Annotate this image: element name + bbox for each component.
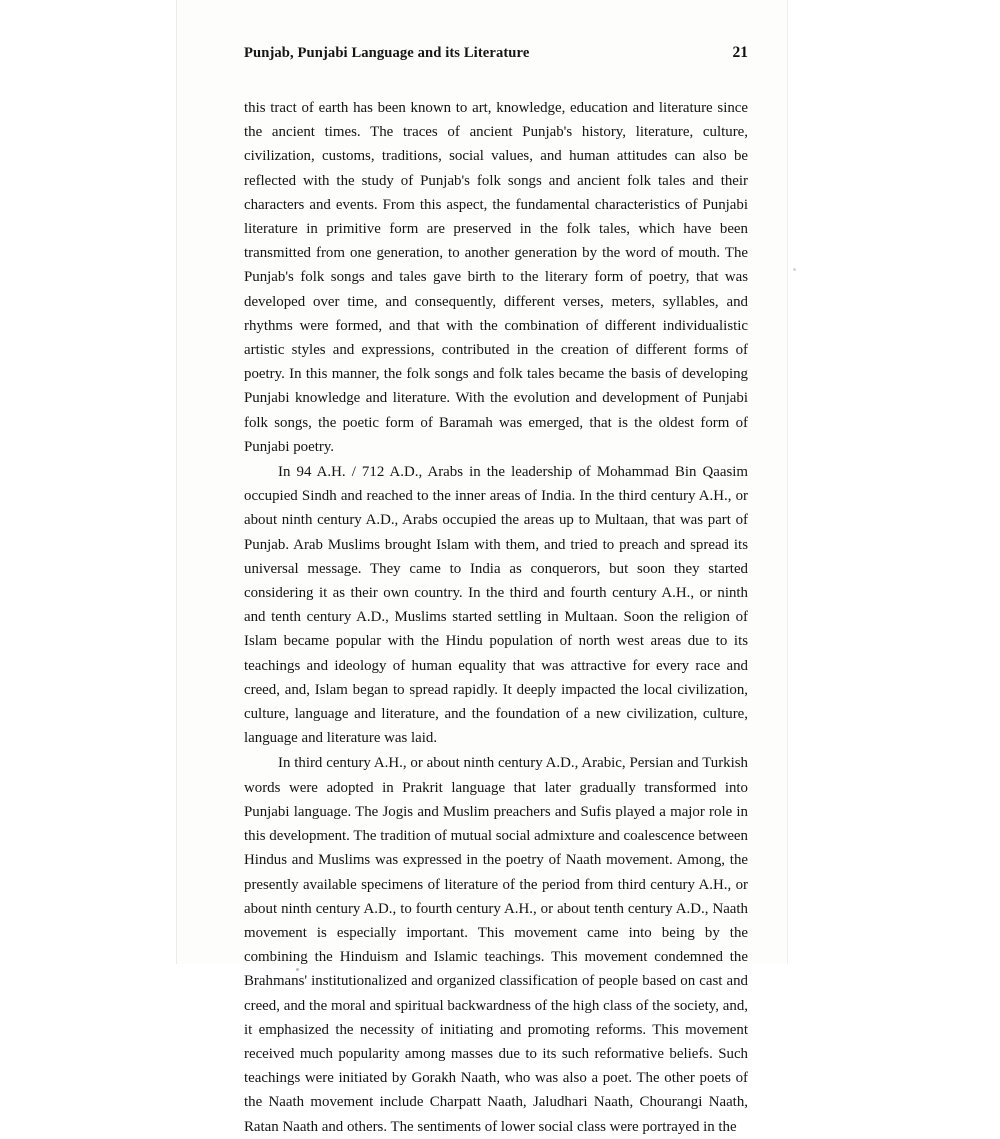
- page-left-margin: [0, 0, 177, 1000]
- scan-artifact-dot: [793, 268, 796, 271]
- page-content: [244, 44, 748, 1139]
- page-right-margin: [787, 0, 1000, 1000]
- body-paragraph-3: In third century A.H., or about ninth century A.D., Arabic, Persian and Turkish words were adopted in Prakrit language that later gradually transformed into Punjabi language. The Jogis and Muslim preachers and Sufis played a major role in this development. The tradition of mutual social admixture and coalescence between Hindus and Muslims was expressed in the poetry of Naath movement. Among, the presently available specimens of literature of the period from third century A.H., or about ninth century A.D., to fourth century A.H., or about tenth century A.D., Naath movement is especially important. This movement came into being by the combining the Hinduism and Islamic teachings. This movement condemned the Brahmans' institutionalized and organized classification of people based on cast and creed, and the moral and spiritual backwardness of the high class of the society, and, it emphasized the necessity of initiating and promoting reforms. This movement received much popularity among masses due to its such reformative beliefs. Such teachings were initiated by Gorakh Naath, who was also a poet. The other poets of the Naath movement include Charpatt Naath, Jaludhari Naath, Chourangi Naath, Ratan Naath and others. The sentiments of lower social class were portrayed in the: [244, 755, 748, 1135]
- running-head: [244, 44, 748, 62]
- running-head-title: Punjab, Punjabi Language and its Literature: [244, 45, 530, 61]
- body-paragraph-2: In 94 A.H. / 712 A.D., Arabs in the leadership of Mohammad Bin Qaasim occupied Sindh and reached to the inner areas of India. In the third century A.H., or about ninth century A.D., Arabs occupied the areas up to Multaan, that was part of Punjab. Arab Muslims brought Islam with them, and tried to preach and spread its universal message. They came to India as conquerors, but soon they started considering it as their own country. In the third and fourth century A.H., or ninth and tenth century A.D., Muslims started settling in Multaan. Soon the religion of Islam became popular with the Hindu population of north west areas due to its teachings and ideology of human equality that was attractive for every race and creed, and, Islam began to spread rapidly. It deeply impacted the local civilization, culture, language and literature, and the foundation of a new civilization, culture, language and literature was laid.: [244, 464, 748, 747]
- body-paragraph-1: this tract of earth has been known to art, knowledge, education and literature since the ancient times. The traces of ancient Punjab's history, literature, culture, civilization, customs, traditions, social values, and human attitudes can also be reflected with the study of Punjab's folk songs and ancient folk tales and their characters and events. From this aspect, the fundamental characteristics of Punjabi literature in primitive form are preserved in the folk tales, which have been transmitted from one generation, to another generation by the word of mouth. The Punjab's folk songs and tales gave birth to the literary form of poetry, that was developed over time, and consequently, different verses, meters, syllables, and rhythms were formed, and that with the combination of different individualistic artistic styles and expressions, contributed in the creation of different forms of poetry. In this manner, the folk songs and folk tales became the basis of developing Punjabi knowledge and literature. With the evolution and development of Punjabi folk songs, the poetic form of Baramah was emerged, that is the oldest form of Punjabi poetry.: [244, 100, 748, 455]
- page-number: 21: [732, 44, 748, 61]
